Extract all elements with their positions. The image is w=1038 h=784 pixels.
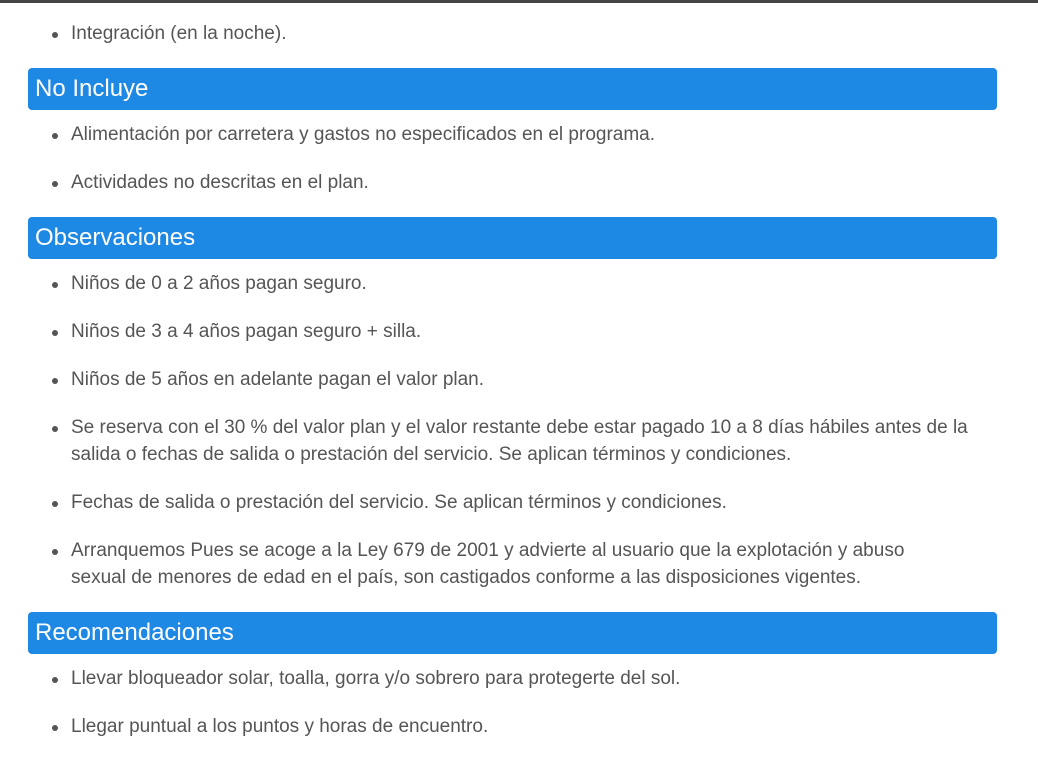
list-item: Llegar puntual a los puntos y horas de encuentro. bbox=[28, 713, 997, 740]
no-incluye-list bbox=[28, 121, 997, 196]
list-item: Niños de 3 a 4 años pagan seguro + silla. bbox=[28, 318, 997, 345]
list-item: Actividades no descritas en el plan. bbox=[28, 169, 997, 196]
list-item: Alimentación por carretera y gastos no especificados en el programa. bbox=[28, 121, 997, 148]
list-item: Niños de 0 a 2 años pagan seguro. bbox=[28, 270, 997, 297]
observaciones-list bbox=[28, 270, 997, 591]
list-item: Arranquemos Pues se acoge a la Ley 679 de 2001 y advierte al usuario que la explotación y abuso sexual de menores de edad en el país, son castigados conforme a las disposiciones vigentes. bbox=[28, 537, 997, 591]
recomendaciones-list bbox=[28, 665, 997, 740]
incluye-list-tail bbox=[28, 20, 997, 47]
list-item: Fechas de salida o prestación del servicio. Se aplican términos y condiciones. bbox=[28, 489, 997, 516]
list-item: Niños de 5 años en adelante pagan el valor plan. bbox=[28, 366, 997, 393]
list-item: Llevar bloqueador solar, toalla, gorra y/o sobrero para protegerte del sol. bbox=[28, 665, 997, 692]
plan-details-content bbox=[28, 0, 997, 761]
section-header-observaciones: Observaciones bbox=[28, 217, 997, 259]
section-header-recomendaciones: Recomendaciones bbox=[28, 612, 997, 654]
list-item: Integración (en la noche). bbox=[28, 20, 997, 47]
list-item: Se reserva con el 30 % del valor plan y el valor restante debe estar pagado 10 a 8 días hábiles antes de la salida o fechas de salida o prestación del servicio. Se aplican términos y condiciones. bbox=[28, 414, 997, 468]
section-header-no-incluye: No Incluye bbox=[28, 68, 997, 110]
